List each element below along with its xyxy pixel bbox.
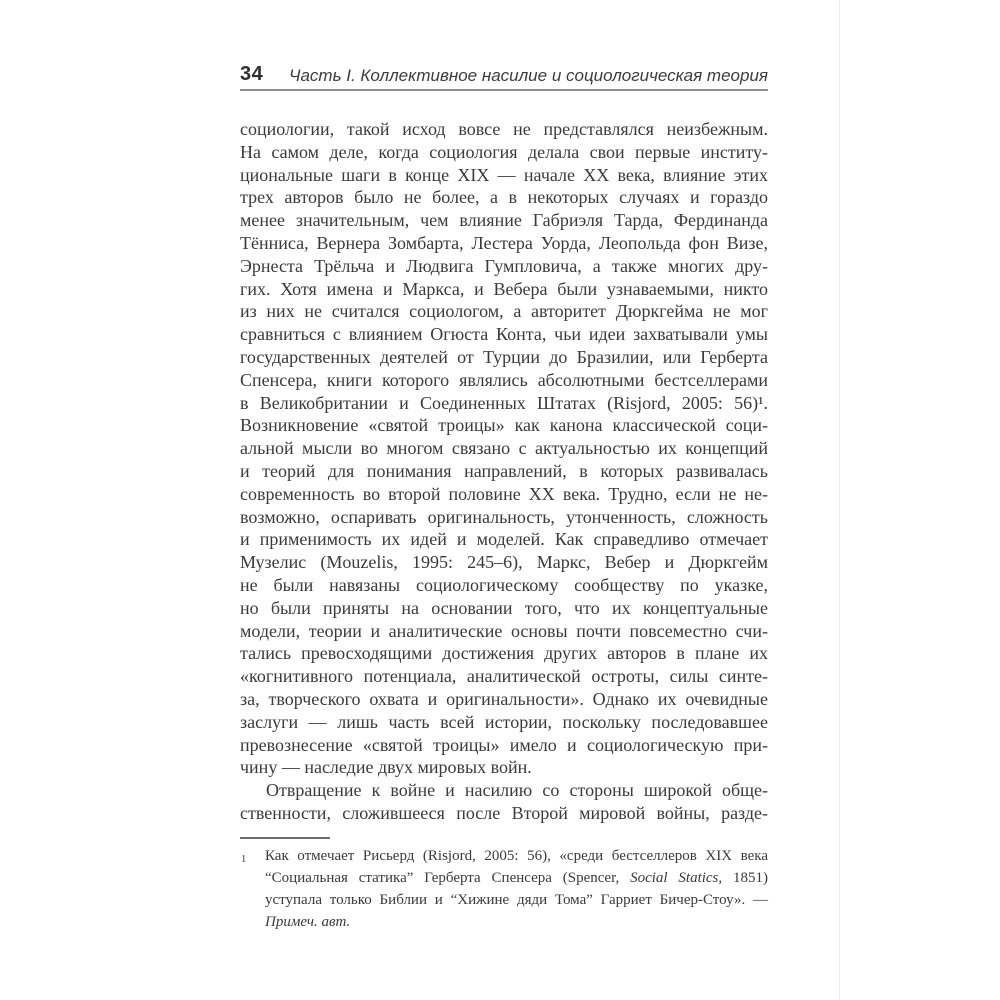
page-header: [240, 60, 768, 86]
body-text-line: менее значительным, чем влияние Габриэля Тарда, Фердинанда: [240, 210, 768, 231]
footnote-segment: “Социальная статика” Герберта Спенсера (Spencer,: [265, 870, 631, 886]
footnote-line-author-note: Примеч. авт.: [265, 914, 351, 930]
body-text-line: за, творческого охвата и оригинальности». Однако их очевидные: [240, 688, 768, 709]
body-text-line: превознесение «святой троицы» имело и социологическую при-: [240, 734, 768, 755]
body-text-line: чину — наследие двух мировых войн.: [240, 757, 532, 778]
body-text-line: Возникновение «святой троицы» как канона классической соци-: [240, 415, 768, 436]
body-text-line: возможно, оспаривать оригинальность, утонченность, сложность: [240, 506, 768, 527]
body-text-line: трех авторов было не более, а в некоторых случаях и гораздо: [240, 187, 768, 208]
footnote-segment-italic: Social Statics: [630, 870, 719, 886]
footnote-segment: , 1851): [718, 870, 768, 886]
footnote-line: уступала только Библии и “Хижине дяди Тома” Гарриет Бичер-Стоу». —: [265, 892, 768, 908]
body-text-line: «когнитивного потенциала, аналитической остроты, силы синте-: [240, 666, 768, 687]
footnote-line: [265, 867, 768, 889]
footnote-text: [265, 845, 768, 933]
body-text-line: На самом деле, когда социология делала свои первые институ-: [240, 141, 768, 162]
footnote-line: Как отмечает Рисьерд (Risjord, 2005: 56), «среди бестселлеров XIX века: [265, 848, 768, 864]
body-text-line: Отвращение к войне и насилию со стороны широкой обще-: [266, 780, 768, 801]
footnote: [240, 837, 768, 933]
body-text-line: сравниться с влиянием Огюста Конта, чьи идеи захватывали умы: [240, 324, 768, 345]
body-text-line: тались превосходящими достижения других авторов в плане их: [240, 643, 768, 664]
body-text-line: государственных деятелей от Турции до Бразилии, или Герберта: [240, 346, 768, 367]
body-text-line: из них не считался социологом, а авторитет Дюркгейма не мог: [240, 301, 768, 322]
body-text-line: ственности, сложившееся после Второй мировой войны, разде-: [240, 802, 768, 823]
page-edge-line: [839, 0, 840, 1000]
body-text-line: и теорий для понимания направлений, в которых развивалась: [240, 460, 768, 481]
body-text-line: альной мысли во многом связано с актуальностью их концепций: [240, 438, 768, 459]
body-text-line: и применимость их идей и моделей. Как справедливо отмечает: [240, 529, 768, 550]
footnote-separator-rule: [240, 837, 330, 839]
body-text-line: в Великобритании и Соединенных Штатах (Risjord, 2005: 56)¹.: [240, 392, 768, 413]
page-number: 34: [240, 63, 264, 85]
running-title: Часть I. Коллективное насилие и социологическая теория: [289, 66, 768, 85]
body-text-line: но были приняты на основании того, что их концептуальные: [240, 597, 768, 618]
body-text-line: Тённиса, Вернера Зомбарта, Лестера Уорда, Леопольда фон Визе,: [240, 232, 768, 253]
header-rule: [240, 89, 768, 91]
body-text-line: не были навязаны социологическому сообществу по указке,: [240, 574, 768, 595]
body-text-line: модели, теории и аналитические основы почти повсеместно счи-: [240, 620, 768, 641]
body-text: [240, 118, 768, 825]
body-text-line: Эрнеста Трёльча и Людвига Гумпловича, а также многих дру-: [240, 255, 768, 276]
body-text-line: циональные шаги в конце XIX — начале XX века, влияние этих: [240, 164, 768, 185]
body-text-line: социологии, такой исход вовсе не представлялся неизбежным.: [240, 119, 768, 139]
body-text-line: заслуги — лишь часть всей истории, поскольку последовавшее: [240, 711, 768, 732]
footnote-marker: 1: [241, 854, 247, 865]
body-text-line: Спенсера, книги которого являлись абсолютными бестселлерами: [240, 369, 768, 390]
body-text-line: современность во второй половине XX века. Трудно, если не не-: [240, 483, 768, 504]
body-text-line: Музелис (Mouzelis, 1995: 245–6), Маркс, Вебер и Дюркгейм: [240, 552, 768, 573]
body-text-line: гих. Хотя имена и Маркса, и Вебера были узнаваемыми, никто: [240, 278, 768, 299]
